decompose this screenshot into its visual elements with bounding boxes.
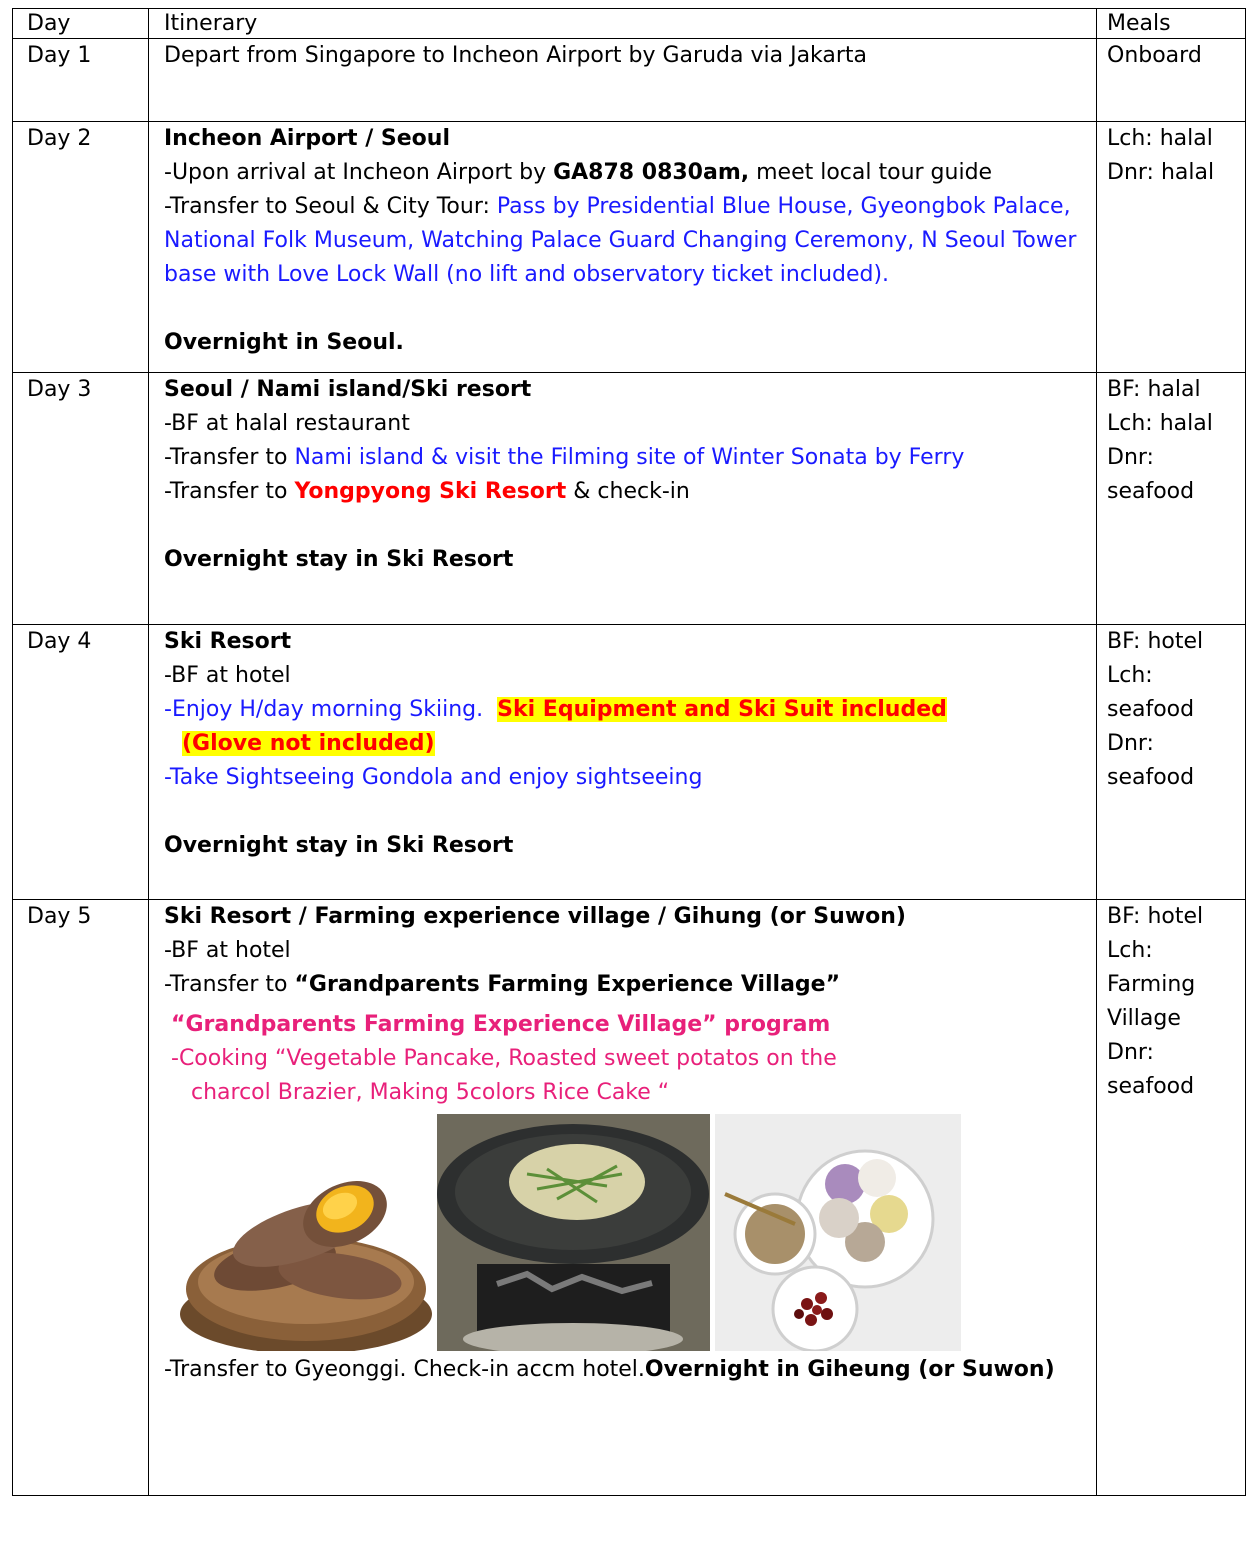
day5-meal-3: Village [1107, 1006, 1181, 1031]
day3-meal-2: Dnr: [1107, 445, 1154, 470]
day1-itinerary [149, 39, 1097, 122]
day5-line-1: -BF at hotel [164, 938, 291, 963]
day5-meal-4: Dnr: [1107, 1040, 1154, 1065]
ski-equipment-note: Ski Equipment and Ski Suit included [497, 697, 947, 722]
day1-line: Depart from Singapore to Incheon Airport by Garuda via Jakarta [164, 43, 868, 68]
day4-label: Day 4 [13, 625, 149, 900]
header-day: Day [13, 9, 149, 39]
day4-line-4: -Take Sightseeing Gondola and enjoy sightseeing [164, 765, 703, 790]
day2-meals [1097, 122, 1246, 373]
day5-line-2-pre: -Transfer to [164, 972, 295, 997]
day3-overnight: Overnight stay in Ski Resort [164, 547, 514, 572]
day2-meal-0: Lch: halal [1107, 126, 1213, 151]
city-tour-sites: Pass by Presidential Blue House, Gyeongbok Palace, National Folk Museum, Watching Palace Guard Changing Ceremony, N Seoul Tower base with Love Lock Wall (no lift and observatory ticket included). [164, 194, 1077, 287]
program-block [164, 1008, 1096, 1110]
nami-island: Nami island & visit the Filming site of Winter Sonata by Ferry [294, 445, 965, 470]
day3-line-2-pre: -Transfer to [164, 445, 295, 470]
day2-overnight: Overnight in Seoul. [164, 330, 404, 355]
day5-itinerary [149, 900, 1097, 1496]
day4-overnight: Overnight stay in Ski Resort [164, 833, 514, 858]
day3-label: Day 3 [13, 373, 149, 625]
day3-meal-3: seafood [1107, 479, 1195, 504]
day4-row [13, 625, 1246, 900]
day4-line-1: -BF at hotel [164, 663, 291, 688]
glove-note: (Glove not included) [182, 731, 435, 756]
day5-label: Day 5 [13, 900, 149, 1496]
ski-resort-name: Yongpyong Ski Resort [294, 479, 567, 504]
day2-itinerary [149, 122, 1097, 373]
day5-meal-5: seafood [1107, 1074, 1195, 1099]
day5-overnight: Overnight in Giheung (or Suwon) [644, 1357, 1055, 1382]
header-itinerary: Itinerary [149, 9, 1097, 39]
day3-title: Seoul / Nami island/Ski resort [164, 377, 532, 402]
day5-row [13, 900, 1246, 1496]
day4-meals [1097, 625, 1246, 900]
day4-meal-0: BF: hotel [1107, 629, 1204, 654]
day2-meal-1: Dnr: halal [1107, 160, 1215, 185]
farming-village-name: “Grandparents Farming Experience Village” [294, 972, 841, 997]
program-line-2: charcol Brazier, Making 5colors Rice Cake “ [191, 1080, 670, 1105]
day3-line-3-post: & check-in [566, 479, 690, 504]
pancake-photo [437, 1114, 710, 1351]
day2-line-2 [164, 190, 1096, 292]
day5-meal-2: Farming [1107, 972, 1196, 997]
program-line-1: -Cooking “Vegetable Pancake, Roasted sweet potatos on the [171, 1046, 837, 1071]
day3-itinerary [149, 373, 1097, 625]
day5-meal-1: Lch: [1107, 938, 1153, 963]
program-title: “Grandparents Farming Experience Village” program [171, 1012, 831, 1037]
day4-meal-4: seafood [1107, 765, 1195, 790]
day3-meals [1097, 373, 1246, 625]
header-row [13, 9, 1246, 39]
itinerary-table [12, 8, 1246, 1496]
day4-meal-1: Lch: [1107, 663, 1153, 688]
day1-meal-0: Onboard [1107, 43, 1202, 68]
sweet-potato-photo [180, 1114, 432, 1351]
day5-last-pre: -Transfer to Gyeonggi. Check-in accm hotel. [164, 1357, 645, 1382]
day4-title: Ski Resort [164, 629, 292, 654]
header-meals: Meals [1097, 9, 1246, 39]
day3-line-1: -BF at halal restaurant [164, 411, 410, 436]
food-photos [180, 1114, 1096, 1351]
day4-meal-3: Dnr: [1107, 731, 1154, 756]
day4-line-3 [164, 727, 1096, 761]
day2-title: Incheon Airport / Seoul [164, 126, 450, 151]
day2-line-1-pre: -Upon arrival at Incheon Airport by [164, 160, 554, 185]
day3-line-3 [164, 475, 1096, 509]
rice-cake-photo [715, 1114, 961, 1351]
day3-meal-1: Lch: halal [1107, 411, 1213, 436]
day3-line-3-pre: -Transfer to [164, 479, 295, 504]
flight-info: GA878 0830am, [553, 160, 750, 185]
day2-line-2-pre: -Transfer to Seoul & City Tour: [164, 194, 497, 219]
day2-label: Day 2 [13, 122, 149, 373]
day3-meal-0: BF: halal [1107, 377, 1201, 402]
day1-row [13, 39, 1246, 122]
day3-line-2 [164, 441, 1096, 475]
day5-meal-0: BF: hotel [1107, 904, 1204, 929]
day4-itinerary [149, 625, 1097, 900]
day5-line-2 [164, 968, 1096, 1002]
day2-line-1 [164, 156, 1096, 190]
day2-line-1-post: meet local tour guide [749, 160, 993, 185]
day5-title: Ski Resort / Farming experience village / Gihung (or Suwon) [164, 904, 906, 929]
day4-line-2 [164, 693, 1096, 727]
skiing-activity: -Enjoy H/day morning Skiing. [164, 697, 484, 722]
day3-row [13, 373, 1246, 625]
day1-label: Day 1 [13, 39, 149, 122]
day5-meals [1097, 900, 1246, 1496]
day4-meal-2: seafood [1107, 697, 1195, 722]
day1-meals [1097, 39, 1246, 122]
day5-last-line [164, 1353, 1096, 1387]
day2-row [13, 122, 1246, 373]
